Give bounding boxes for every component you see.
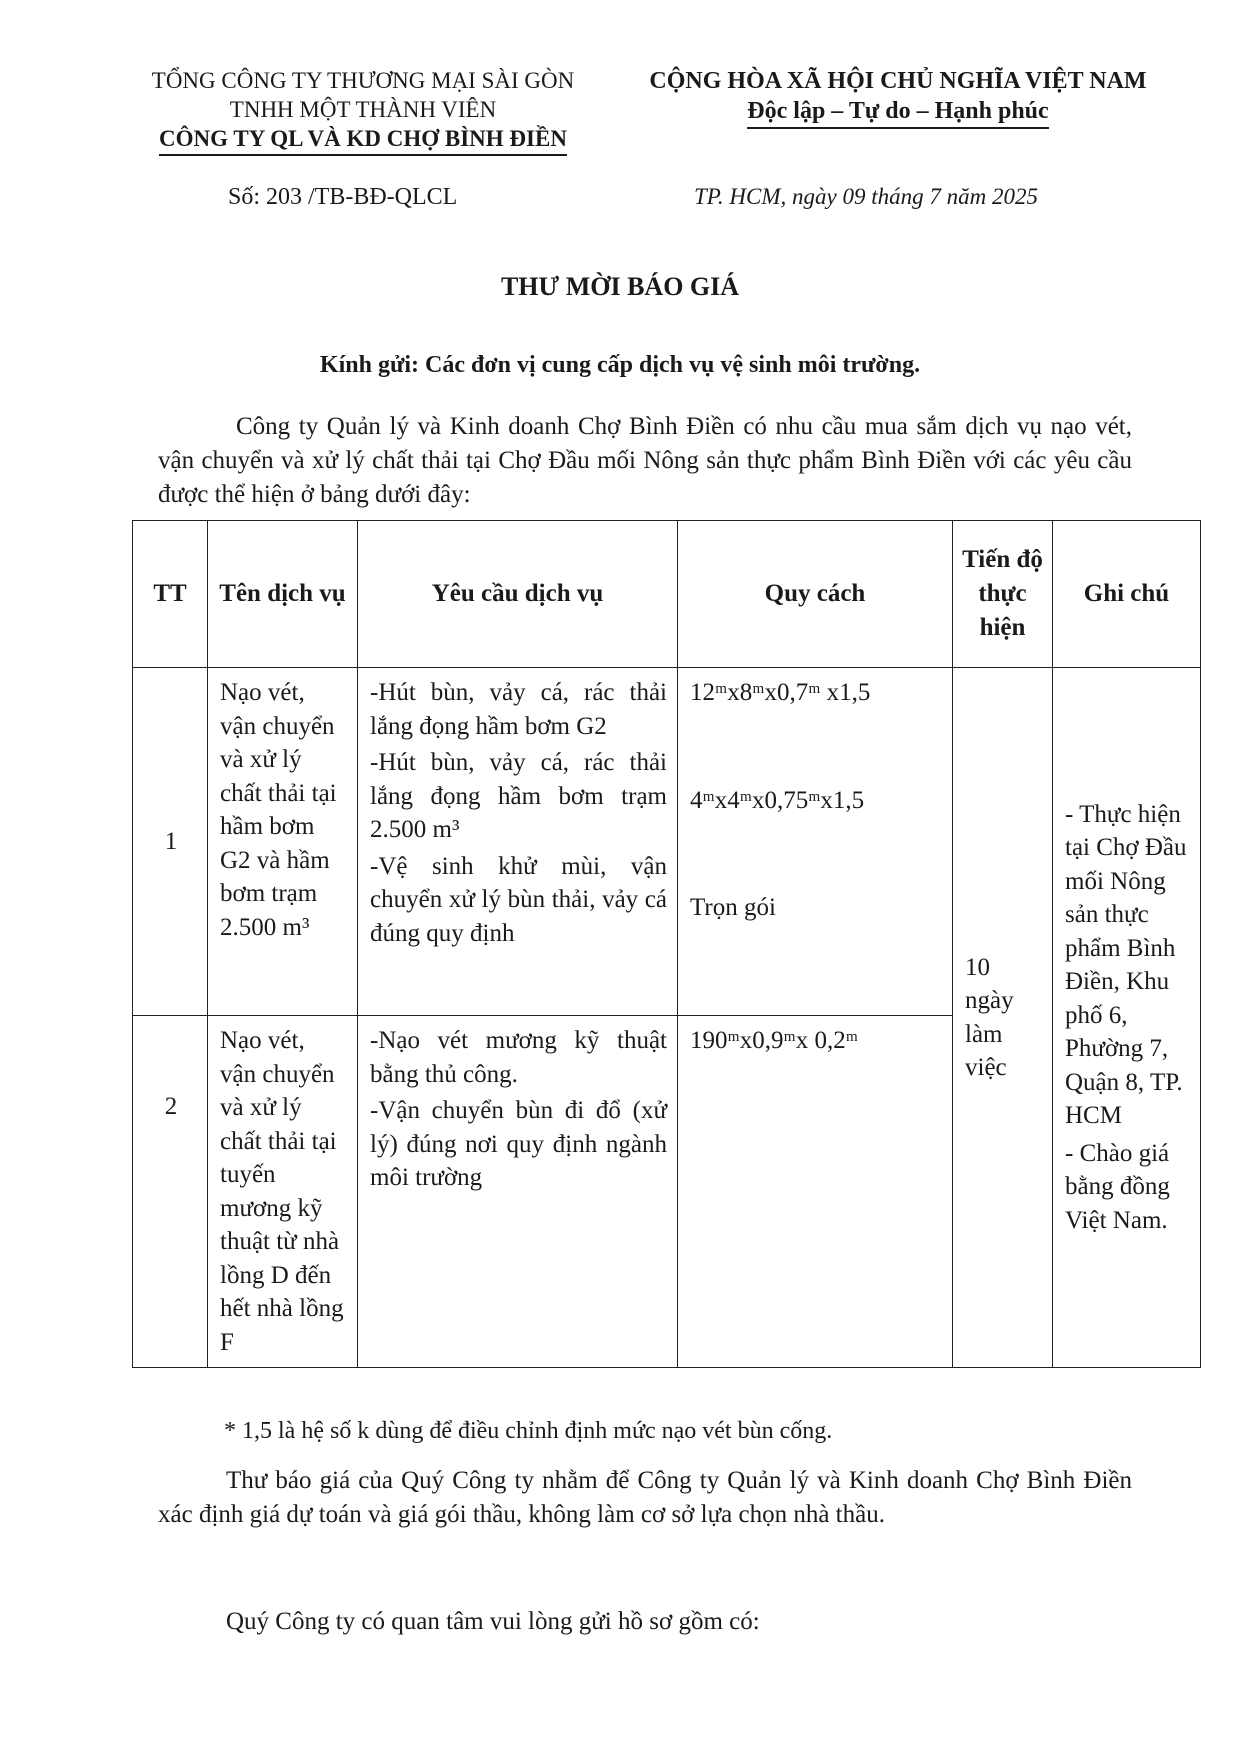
col-header-note: Ghi chú: [1053, 521, 1201, 668]
col-header-tt: TT: [133, 521, 208, 668]
issuer-header: [118, 66, 608, 156]
national-motto-text: Độc lập – Tự do – Hạnh phúc: [747, 96, 1048, 129]
progress-cell: 10 ngày làm việc: [953, 668, 1053, 1368]
requirement-item: -Nạo vét mương kỹ thuật bằng thủ công.: [370, 1027, 667, 1088]
service-name: Nạo vét, vận chuyển và xử lý chất thải tại tuyến mương kỹ thuật từ nhà lồng D đến hết nhà lồng F: [208, 1016, 358, 1368]
issuer-company-name: CÔNG TY QL VÀ KD CHỢ BÌNH ĐIỀN: [159, 124, 567, 156]
col-header-progress: Tiến độ thực hiện: [953, 521, 1053, 668]
service-table: [132, 520, 1201, 1368]
addressee: Kính gửi: Các đơn vị cung cấp dịch vụ vệ sinh môi trường.: [319, 352, 921, 378]
requirement-item: -Vệ sinh khử mùi, vận chuyển xử lý bùn thải, vảy cá đúng quy định: [370, 852, 667, 947]
spec-item: 12ᵐx8ᵐx0,7ᵐ x1,5: [690, 679, 871, 706]
intro-paragraph: Công ty Quản lý và Kinh doanh Chợ Bình Điền có nhu cầu mua sắm dịch vụ nạo vét, vận chuyển và xử lý chất thải tại Chợ Đầu mối Nông sản thực phẩm Bình Điền với các yêu cầu được thể hiện ở bảng dưới đây:: [158, 413, 1132, 508]
national-motto: [628, 96, 1168, 129]
document-title: THƯ MỜI BÁO GIÁ: [500, 272, 740, 301]
service-requirements: [358, 1016, 678, 1368]
note-currency: - Chào giá bằng đồng Việt Nam.: [1065, 1139, 1170, 1234]
service-name: Nạo vét, vận chuyển và xử lý chất thải tại hầm bơm G2 và hầm bơm trạm 2.500 m³: [208, 668, 358, 1016]
issuer-parent-line2: TNHH MỘT THÀNH VIÊN: [229, 97, 497, 122]
spec-item: 4ᵐx4ᵐx0,75ᵐx1,5: [690, 786, 865, 814]
document-number: Số: 203 /TB-BĐ-QLCL: [228, 184, 458, 210]
national-title: CỘNG HÒA XÃ HỘI CHỦ NGHĨA VIỆT NAM: [649, 68, 1147, 94]
service-spec: [678, 668, 953, 1016]
requirement-item: -Vận chuyển bùn đi đổ (xử lý) đúng nơi quy định ngành môi trường: [370, 1097, 667, 1191]
requirement-item: -Hút bùn, vảy cá, rác thải lắng đọng hầm bơm G2: [370, 679, 667, 740]
document-date: TP. HCM, ngày 09 tháng 7 năm 2025: [694, 184, 1038, 209]
col-header-requirements: Yêu cầu dịch vụ: [358, 521, 678, 668]
table-row: [133, 668, 1201, 1016]
spec-item: 190ᵐx0,9ᵐx 0,2ᵐ: [690, 1027, 858, 1054]
spec-item: Trọn gói: [690, 894, 776, 921]
issuer-parent-line1: TỔNG CÔNG TY THƯƠNG MẠI SÀI GÒN: [151, 68, 575, 93]
service-requirements: [358, 668, 678, 1016]
col-header-name: Tên dịch vụ: [208, 521, 358, 668]
row-number: 2: [133, 1016, 208, 1368]
purpose-paragraph: Thư báo giá của Quý Công ty nhằm để Công ty Quản lý và Kinh doanh Chợ Bình Điền xác định giá dự toán và giá gói thầu, không làm cơ sở lựa chọn nhà thầu.: [158, 1467, 1132, 1528]
submission-paragraph: Quý Công ty có quan tâm vui lòng gửi hồ sơ gồm có:: [226, 1608, 760, 1635]
table-header-row: [133, 521, 1201, 668]
requirement-item: -Hút bùn, vảy cá, rác thải lắng đọng hầm bơm trạm 2.500 m³: [370, 749, 667, 843]
col-header-spec: Quy cách: [678, 521, 953, 668]
note-cell: [1053, 668, 1201, 1368]
note-location: - Thực hiện tại Chợ Đầu mối Nông sản thực phẩm Bình Điền, Khu phố 6, Phường 7, Quận 8, TP. HCM: [1065, 800, 1187, 1130]
national-header: [628, 66, 1168, 129]
issuer-company: [118, 124, 608, 156]
service-spec: [678, 1016, 953, 1368]
row-number: 1: [133, 668, 208, 1016]
footnote: * 1,5 là hệ số k dùng để điều chỉnh định mức nạo vét bùn cống.: [224, 1418, 833, 1444]
